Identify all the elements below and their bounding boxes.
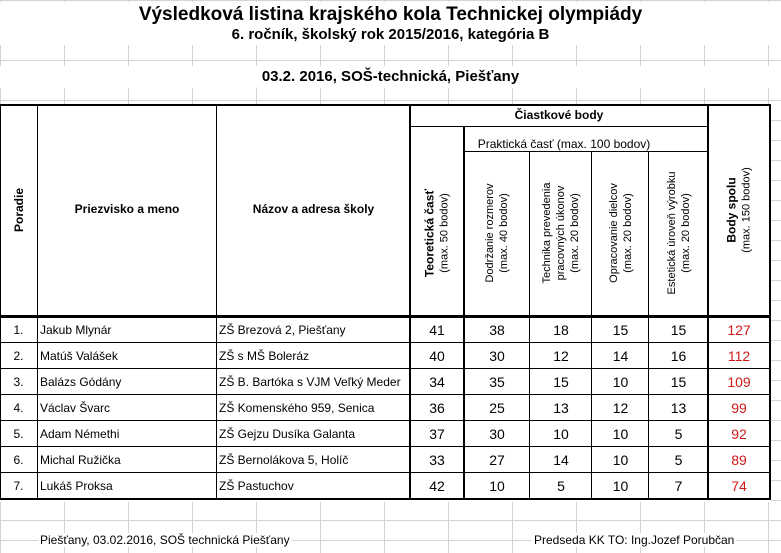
name-cell: Matúš Valášek <box>40 349 118 363</box>
header-finish <box>593 151 648 315</box>
tech-cell: 12 <box>553 348 569 364</box>
total-cell: 74 <box>731 478 747 494</box>
finish-cell: 10 <box>612 426 629 442</box>
school-cell: ZŠ B. Bartóka s VJM Veľký Meder <box>219 375 401 389</box>
rank-cell: 3. <box>13 375 24 389</box>
dims-cell: 30 <box>489 426 505 442</box>
header-practical: Praktická časť (max. 100 bodov) <box>477 137 651 151</box>
rank-cell: 7. <box>13 479 24 493</box>
border-right <box>769 104 771 500</box>
border-col <box>37 104 38 500</box>
dims-cell: 30 <box>489 348 505 364</box>
header-theory <box>411 151 463 315</box>
aesthetic-cell: 5 <box>674 452 683 468</box>
table-row <box>0 448 771 472</box>
border-bottom <box>0 498 771 500</box>
dims-cell: 35 <box>489 374 505 390</box>
tech-cell: 13 <box>553 400 569 416</box>
header-total-label: Body spolu <box>724 176 739 243</box>
theory-cell: 41 <box>429 322 445 338</box>
finish-cell: 15 <box>612 322 629 338</box>
finish-cell: 10 <box>612 452 629 468</box>
header-tech <box>531 151 591 315</box>
school-cell: ZŠ Gejzu Dusíka Galanta <box>219 427 356 441</box>
header-name: Priezvisko a meno <box>74 202 180 216</box>
border-row <box>0 342 771 343</box>
total-cell: 127 <box>727 322 751 338</box>
table-row <box>0 422 771 446</box>
rank-cell: 6. <box>13 453 24 467</box>
footer-place-date: Piešťany, 03.02.2016, SOŠ technická Piešťany <box>40 533 290 547</box>
border-row <box>0 368 771 369</box>
name-cell: Lukáš Proksa <box>40 479 113 493</box>
page-title: Výsledková listina krajského kola Technickej olympiády <box>0 2 781 28</box>
header-partial: Čiastkové body <box>514 108 604 122</box>
border-practical-bottom <box>463 151 709 152</box>
dims-cell: 27 <box>489 452 505 468</box>
school-cell: ZŠ Bernolákova 5, Holíč <box>219 453 349 467</box>
school-cell: ZŠ s MŠ Boleráz <box>219 349 310 363</box>
tech-cell: 10 <box>553 426 569 442</box>
header-theory-max: (max. 50 bodov) <box>438 193 451 273</box>
header-tech-label-2: pracovných úkonov <box>555 185 567 281</box>
total-cell: 112 <box>727 348 751 364</box>
name-cell: Václav Švarc <box>40 401 111 415</box>
border-col <box>529 151 530 500</box>
table-row <box>0 318 771 342</box>
header-aesthetic-max: (max. 20 bodov) <box>679 193 692 273</box>
page-subtitle: 6. ročník, školský rok 2015/2016, kategória B <box>0 25 781 45</box>
border-col <box>591 151 592 500</box>
border-left <box>0 104 1 500</box>
aesthetic-cell: 13 <box>670 400 687 416</box>
finish-cell: 14 <box>612 348 629 364</box>
border-row <box>0 394 771 395</box>
dims-cell: 25 <box>489 400 505 416</box>
tech-cell: 5 <box>557 478 565 494</box>
rank-cell: 5. <box>13 427 24 441</box>
header-school: Názov a adresa školy <box>252 202 375 216</box>
border-col <box>216 104 217 500</box>
theory-cell: 40 <box>429 348 445 364</box>
rank-cell: 4. <box>13 401 24 415</box>
tech-cell: 14 <box>553 452 569 468</box>
venue-date: 03.2. 2016, SOŠ-technická, Piešťany <box>0 66 781 88</box>
header-aesthetic-label: Estetická úroveň výrobku <box>665 171 678 295</box>
header-rank <box>0 104 37 316</box>
theory-cell: 34 <box>429 374 445 390</box>
table-row <box>0 370 771 394</box>
total-cell: 109 <box>727 374 751 390</box>
border-top <box>0 104 771 106</box>
header-finish-label: Opracovanie dielcov <box>607 183 620 283</box>
table-row <box>0 344 771 368</box>
name-cell: Balázs Gódány <box>40 375 122 389</box>
border-header-bottom <box>0 315 771 318</box>
header-dims <box>465 151 529 315</box>
border-row <box>0 472 771 473</box>
header-dims-label: Dodržanie rozmerov <box>484 183 496 283</box>
name-cell: Michal Ružička <box>40 453 121 467</box>
border-col <box>648 151 649 500</box>
border-partial-bottom <box>410 126 709 127</box>
school-cell: ZŠ Brezová 2, Piešťany <box>219 323 346 337</box>
header-total <box>709 104 769 315</box>
aesthetic-cell: 16 <box>670 348 687 364</box>
school-cell: ZŠ Pastuchov <box>219 479 294 493</box>
finish-cell: 10 <box>612 374 629 390</box>
footer-signature: Predseda KK TO: Ing.Jozef Porubčan <box>534 533 735 547</box>
header-dims-max: (max. 40 bodov) <box>498 193 510 273</box>
border-row <box>0 420 771 421</box>
school-cell: ZŠ Komenského 959, Senica <box>219 401 375 415</box>
border-col <box>409 104 411 500</box>
theory-cell: 37 <box>429 426 445 442</box>
total-cell: 89 <box>731 452 747 468</box>
theory-cell: 36 <box>429 400 445 416</box>
border-col <box>463 126 465 500</box>
aesthetic-cell: 15 <box>670 322 687 338</box>
name-cell: Jakub Mlynár <box>40 323 112 337</box>
border-row <box>0 446 771 447</box>
header-aesthetic <box>650 151 707 315</box>
theory-cell: 42 <box>429 478 445 494</box>
name-cell: Adam Némethi <box>40 427 120 441</box>
tech-cell: 18 <box>553 322 569 338</box>
results-table <box>0 104 771 502</box>
header-tech-max: (max. 20 bodov) <box>569 193 581 273</box>
aesthetic-cell: 5 <box>674 426 683 442</box>
header-theory-label: Teoretická časť <box>422 188 437 278</box>
finish-cell: 10 <box>612 478 629 494</box>
header-total-max: (max. 150 bodov) <box>740 166 753 253</box>
table-row <box>0 474 771 498</box>
header-rank-label: Poradie <box>11 187 26 233</box>
dims-cell: 38 <box>489 322 505 338</box>
dims-cell: 10 <box>489 478 505 494</box>
aesthetic-cell: 7 <box>674 478 683 494</box>
total-cell: 99 <box>731 400 747 416</box>
total-cell: 92 <box>731 426 747 442</box>
table-row <box>0 396 771 420</box>
border-col <box>707 104 709 500</box>
tech-cell: 15 <box>553 374 569 390</box>
finish-cell: 12 <box>612 400 629 416</box>
aesthetic-cell: 15 <box>670 374 687 390</box>
header-finish-max: (max. 20 bodov) <box>621 193 634 273</box>
header-tech-label-1: Technika prevedenia <box>541 182 553 284</box>
rank-cell: 2. <box>13 349 24 363</box>
rank-cell: 1. <box>13 323 24 337</box>
theory-cell: 33 <box>429 452 445 468</box>
